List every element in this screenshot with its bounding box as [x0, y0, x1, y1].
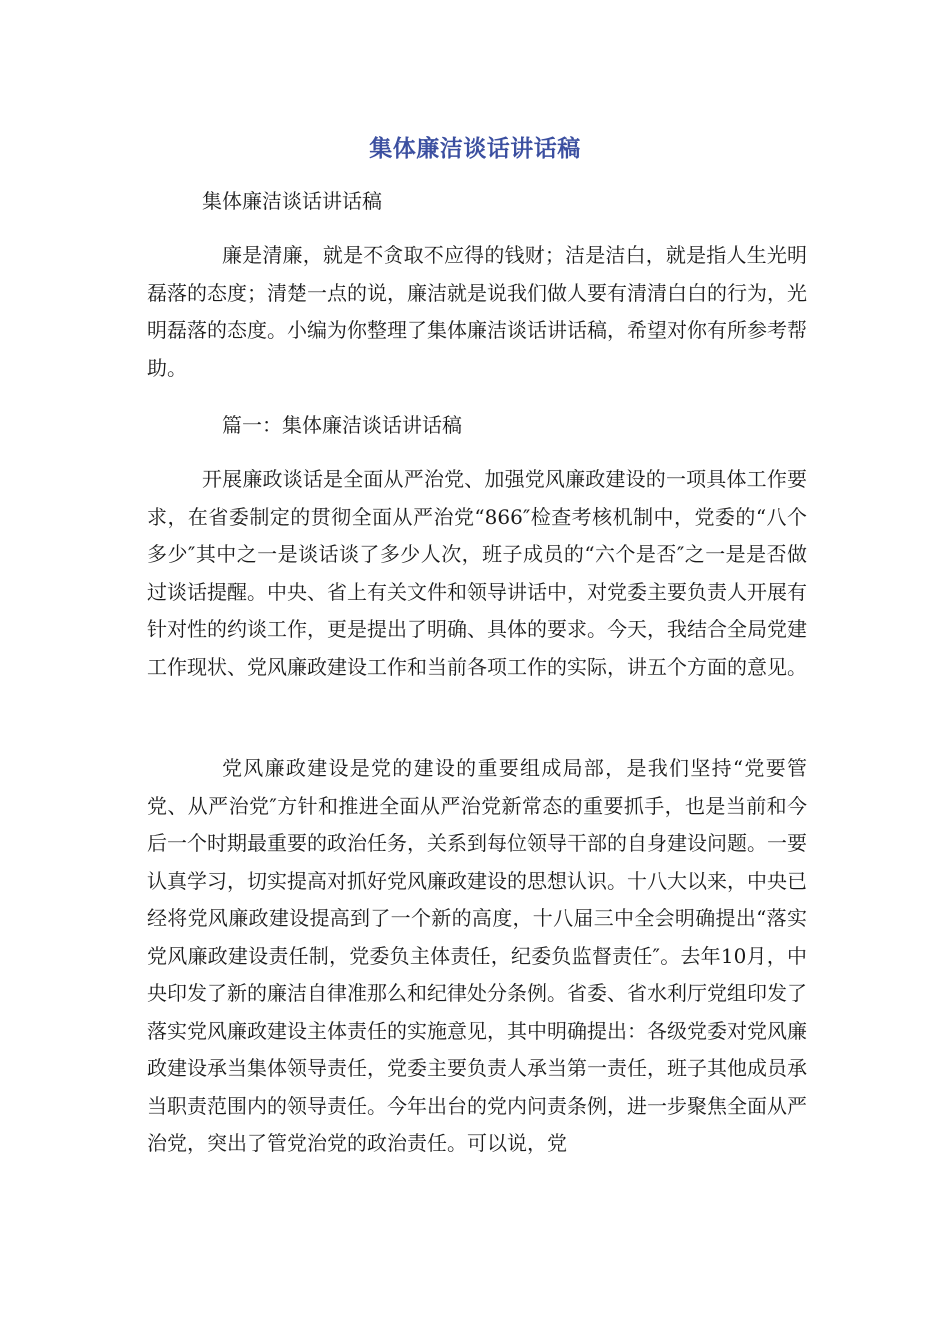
body-paragraph-2: 开展廉政谈话是全面从严治党、加强党风廉政建设的一项具体工作要求，在省委制定的贯彻全面从严治党“866″检查考核机制中，党委的“八个多少″其中之一是谈话谈了多少人次，班子成员的“六个是否″之一是是否做过谈话提醒。中央、省上有关文件和领导讲话中，对党委主要负责人开展有针对性的约谈工作，更是提出了明确、具体的要求。今天，我结合全局党建工作现状、党风廉政建设工作和当前各项工作的实际，讲五个方面的意见。: [147, 467, 807, 679]
section-heading: 篇一：集体廉洁谈话讲话稿: [222, 413, 462, 437]
body-paragraph-3: 党风廉政建设是党的建设的重要组成局部，是我们坚持“党要管党、从严治党″方针和推进全面从严治党新常态的重要抓手，也是当前和今后一个时期最重要的政治任务，关系到每位领导干部的自身建设问题。一要认真学习，切实提高对抓好党风廉政建设的思想认识。十八大以来，中央已经将党风廉政建设提高到了一个新的高度，十八届三中全会明确提出“落实党风廉政建设责任制，党委负主体责任，纪委负监督责任″。去年10月，中央印发了新的廉洁自律准那么和纪律处分条例。省委、省水利厅党组印发了落实党风廉政建设主体责任的实施意见，其中明确提出：各级党委对党风廉政建设承当集体领导责任，党委主要负责人承当第一责任，班子其他成员承当职责范围内的领导责任。今年出台的党内问责条例，进一步聚焦全面从严治党，突出了管党治党的政治责任。可以说，党: [147, 756, 807, 1155]
document-subtitle: 集体廉洁谈话讲话稿: [202, 189, 382, 213]
intro-paragraph: 廉是清廉，就是不贪取不应得的钱财；洁是洁白，就是指人生光明磊落的态度；清楚一点的说，廉洁就是说我们做人要有清清白白的行为，光明磊落的态度。小编为你整理了集体廉洁谈话讲话稿，希望对你有所参考帮助。: [147, 243, 807, 380]
document-title: 集体廉洁谈话讲话稿: [369, 136, 581, 162]
